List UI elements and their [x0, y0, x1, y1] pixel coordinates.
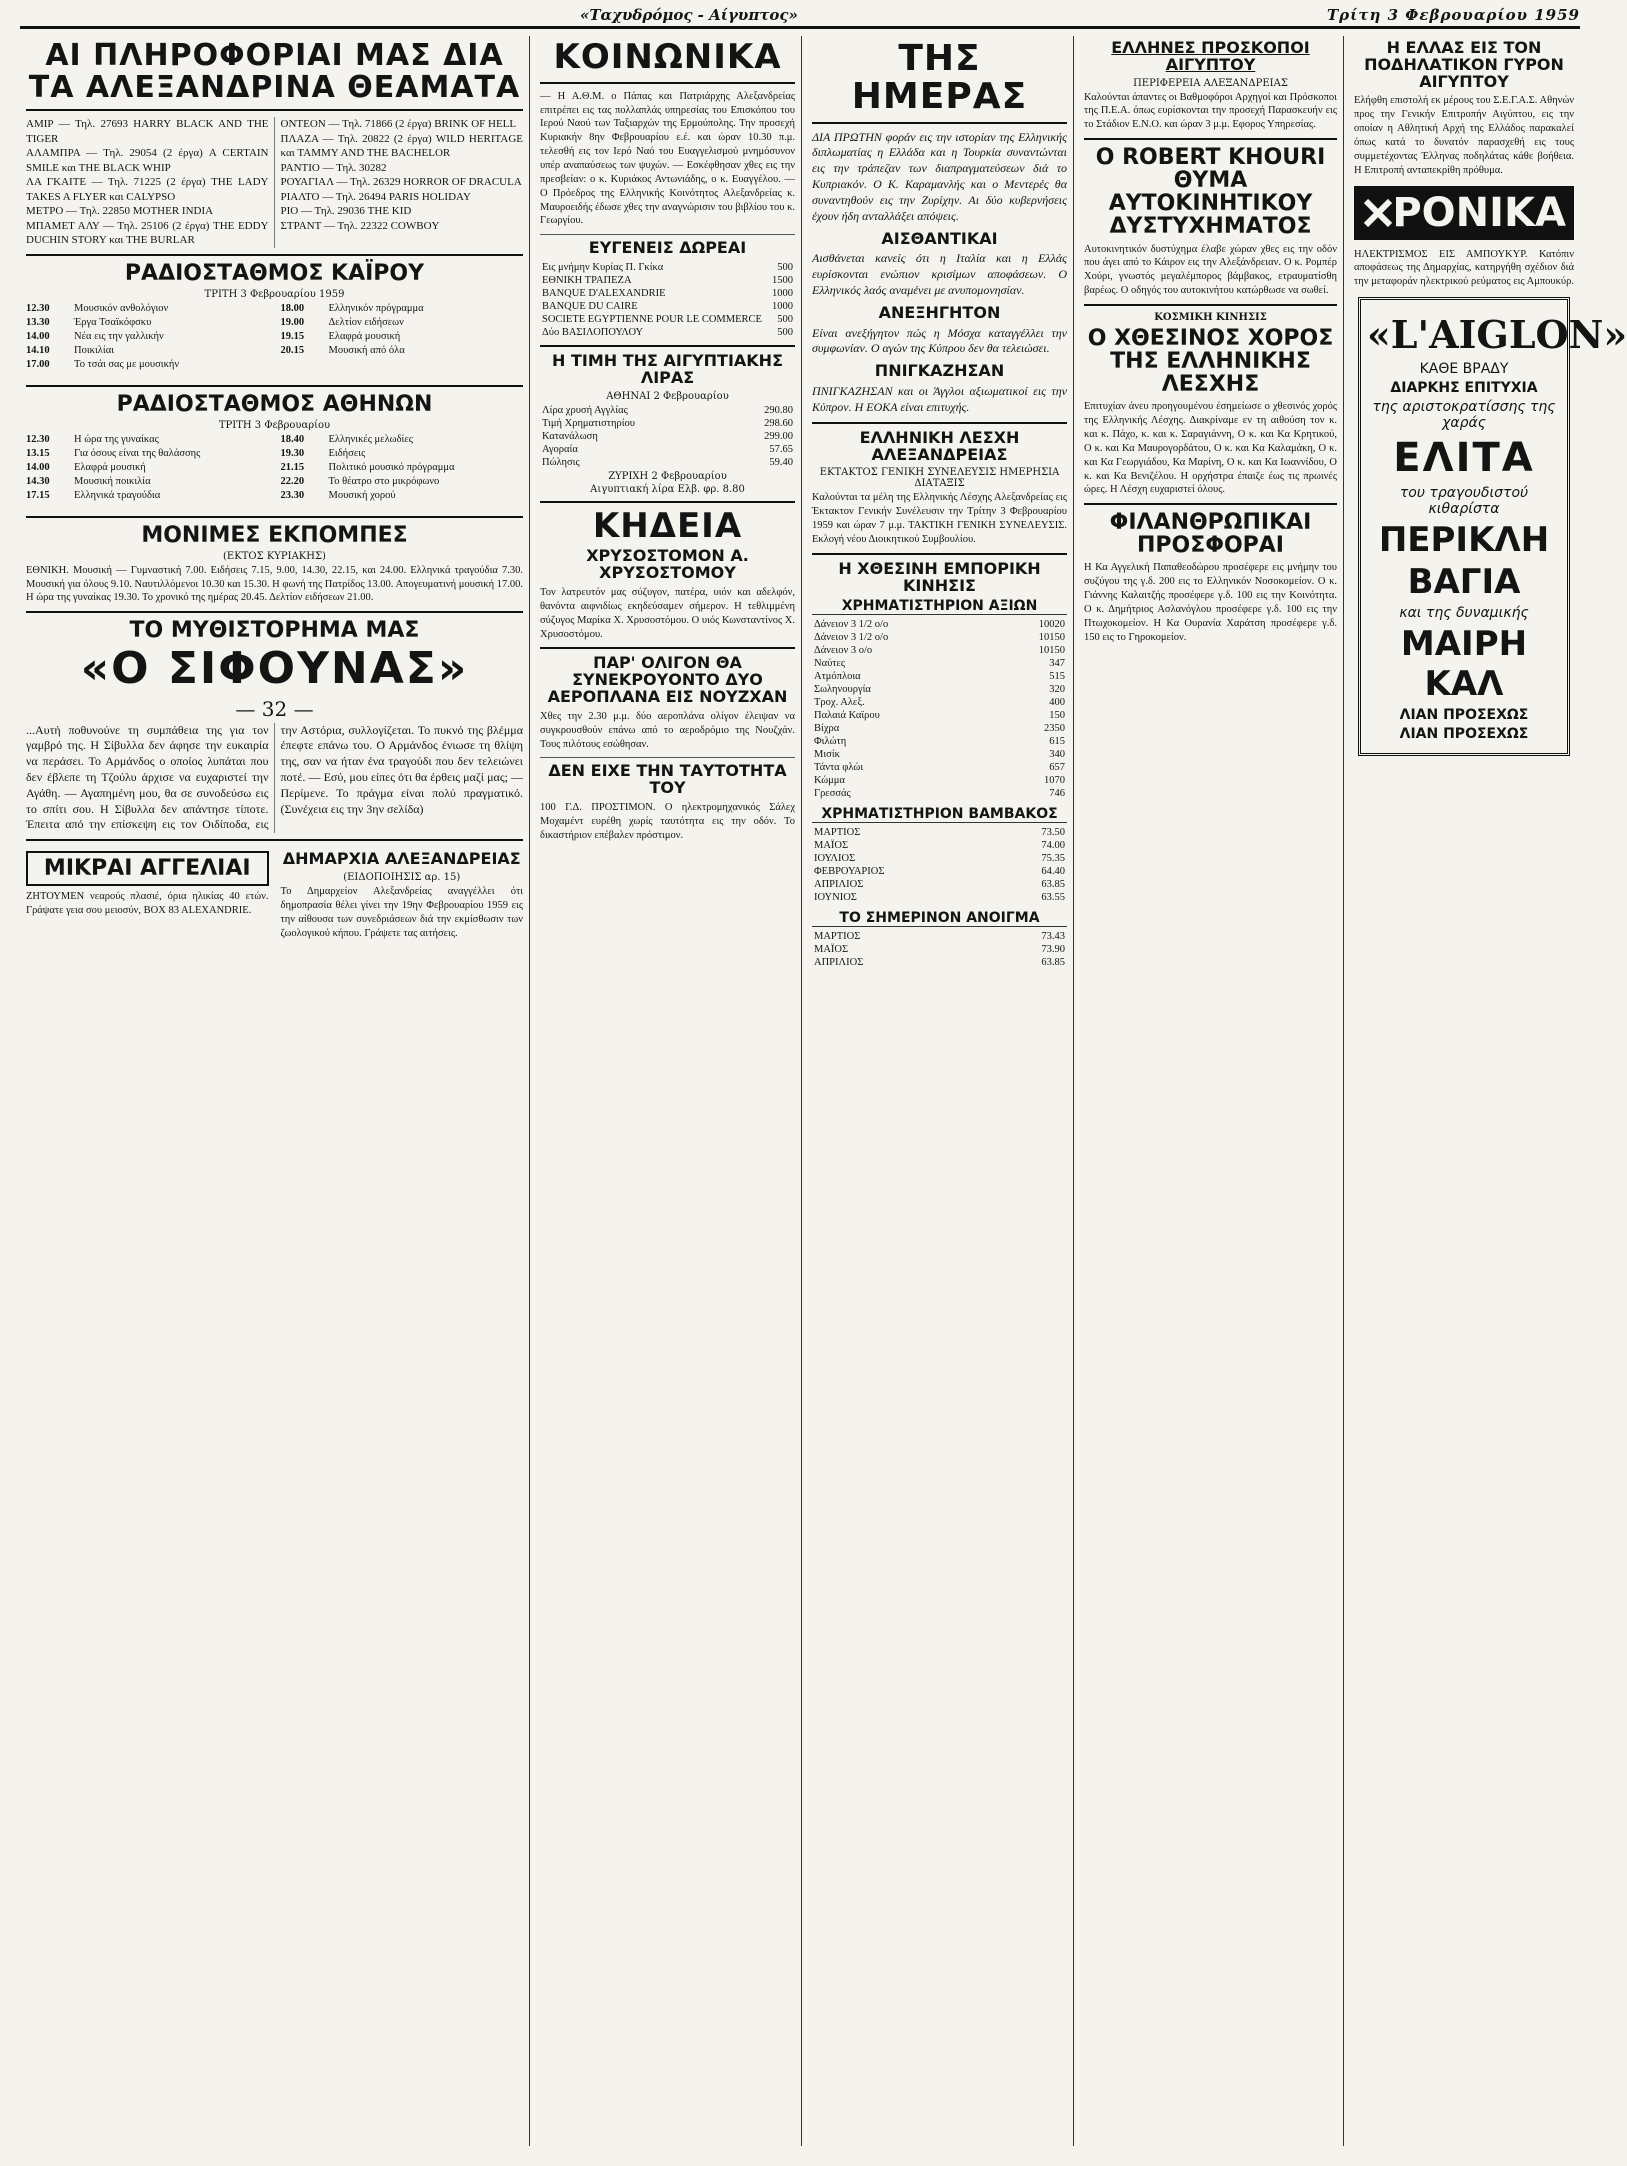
table-row: ΕΘΝΙΚΗ ΤΡΑΠΕΖΑ 1500 [542, 275, 793, 287]
fixed-programs-sub: (ΕΚΤΟΣ ΚΥΡΙΑΚΗΣ) [223, 550, 326, 562]
ad-line: του τραγουδιστού κιθαρίστα [1399, 485, 1529, 518]
table-row: Βίχρα 2350 [814, 723, 1065, 735]
table-row: SOCIETE EGYPTIENNE POUR LE COMMERCE 500 [542, 314, 793, 326]
list-item: 18.40 Ελληνικές μελωδίες [280, 433, 413, 445]
list-item: 14.10 Ποικιλίαι [26, 345, 115, 357]
table-row: ΜΑΡΤΙΟΣ 73.43 [814, 931, 1065, 943]
day-body: Αισθάνεται κανείς ότι η Ιταλία και η Ελλάς ευρίσκονται ενώπιον κρισίμων αποφάσεων. Ο Ελληνικός λαός αναμένει με ανυπομονησίαν. [812, 251, 1067, 298]
novel-body: ...Αυτή ποθυνούνε τη συμπάθεια της για τον γαμβρό της. Η Σίβυλλα δεν άφησε την ευκαιρία να περάσει. Το Αρμάνδος ο οποίος λυπάται που δεν έβλεπε τη Τζούλυ άρχισε να ευχαριστεί την Αγάθη. — Αγαπημένη μου, θα σε συνοδεύσω εις το σπίτι σου. Η Σίβυλλα δεν απάντησε τίποτε. Έπειτα από την επίσκεψη εις τον Οιδίποδα, εις την Αστόρια, συλλογίζεται. Το πυκνό της βλέμμα έπεφτε επάνω του. Ο Αρμάνδος ένιωσε τη θλίψη της, σαν να ήταν ένα τραγούδι που δεν τελειώνει ποτέ. — Εσύ, μου είπες ότι θα έρθεις μαζί μας; — Περίμενε. Το πράγμα είναι πολύ πραγματικό. (Συνέχεια εις την 3ην σελίδα) [26, 722, 523, 832]
day-subhead: ΑΙΣΘΑΝΤΙΚΑΙ [881, 228, 998, 248]
list-item: 20.15 Μουσική από όλα [280, 345, 405, 357]
scouts-sub: ΠΕΡΙΦΕΡΕΙΑ ΑΛΕΞΑΝΔΡΕΙΑΣ [1133, 77, 1288, 89]
table-row: Δύο ΒΑΣΙΛΟΠΟΥΛΟΥ 500 [542, 327, 793, 339]
table-row: ΙΟΥΝΙΟΣ 63.55 [814, 892, 1065, 904]
social-movement-label: ΚΟΣΜΙΚΗ ΚΙΝΗΣΙΣ [1154, 311, 1267, 323]
funeral-body: Τον λατρευτόν μας σύζυγον, πατέρα, υιόν και αδελφόν, θανόντα αιφνιδίως εκηδεύσαμεν σήμερον. Η τεθλιμμένη σύζυγος Μαρίκα Χ. Χρυσοστόμου. Ο υιός Κωνσταντίνος Χ. Χρυσοστόμου. [540, 586, 795, 640]
table-row: Εις μνήμην Κυρίας Π. Γκίκα 500 [542, 262, 793, 274]
social-title: ΚΟΙΝΩΝΙΚΑ [553, 37, 782, 77]
list-item: 12.30 Μουσικόν ανθολόγιον [26, 302, 169, 314]
cycling-body: Ελήφθη επιστολή εκ μέρους του Σ.Ε.Γ.Α.Σ. Αθηνών προς την Γενικήν Επιτροπήν Αιγύπτου, εις την οποίαν η Αθλητική Αρχή της Ελλάδος παρακαλεί όπως κατά το δυνατόν παρασχεθή εις τους συμμετέχοντας Έλληνας ποδηλάτας κάθε βοήθεια. Η Επιτροπή ανταπεκρίθη πρόθυμα. [1354, 95, 1574, 176]
cotton-table [812, 826, 1067, 904]
khouri-title: Ο ROBERT KHOURI ΘΥΜΑ ΑΥΤΟΚΙΝΗΤΙΚΟΥ ΔΥΣΤΥΧΗΜΑΤΟΣ [1095, 145, 1326, 240]
divider [26, 254, 523, 256]
issue-date: Τρίτη 3 Φεβρουαρίου 1959 [1327, 6, 1580, 24]
cycling-title: Η ΕΛΛΑΣ ΕΙΣ ΤΟΝ ΠΟΔΗΛΑΤΙΚΟΝ ΓΥΡΟΝ ΑΙΓΥΠΤΟΥ [1364, 38, 1564, 91]
chronika-banner [1354, 186, 1574, 240]
lira-title: Η ΤΙΜΗ ΤΗΣ ΑΙΓΥΠΤΙΑΚΗΣ ΛΙΡΑΣ [552, 351, 783, 387]
radio-cairo-schedule [26, 302, 523, 379]
table-row: Σωληνουργία 320 [814, 684, 1065, 696]
list-item: 23.30 Μουσική χορού [280, 490, 396, 502]
aiglon-advert [1358, 297, 1627, 756]
day-body: ΠΝΙΓΚΑΖΗΣΑΝ και οι Άγγλοι αξιωματικοί εις την Κύπρον. Η ΕΟΚΑ είναι επιτυχής. [812, 384, 1067, 414]
divider [812, 122, 1067, 124]
table-row: ΜΑΡΤΙΟΣ 73.50 [814, 827, 1065, 839]
funeral-name: ΧΡΥΣΟΣΤΟΜΟΝ Α. ΧΡΥΣΟΣΤΟΜΟΥ [586, 546, 749, 583]
table-row: ΙΟΥΛΙΟΣ 75.35 [814, 853, 1065, 865]
id-body: 100 Γ.Δ. ΠΡΟΣΤΙΜΟΝ. Ο ηλεκτρομηχανικός Σάλεχ Μοχαμέντ ευρέθη χωρίς ταυτότητα εις την οδόν. Το δικαστήριον επέβαλεν πρόστιμον. [540, 801, 795, 841]
chronika-label: ΡΟΝΙΚΑ [1392, 189, 1566, 236]
radio-athens-title: ΡΑΔΙΟΣΤΑΘΜΟΣ ΑΘΗΝΩΝ [116, 391, 433, 417]
funeral-title: ΚΗΔΕΙΑ [592, 505, 743, 546]
divider [1084, 304, 1337, 306]
charity-body: Η Κα Αγγελική Παπαθεοδώρου προσέφερε εις μνήμην του συζύγου της γ.δ. 200 εις το Ελληνικόν Νοσοκομείον. Ο κ. Γιάννης Καλαιτζής προσέφερε γ.δ. 100 εις την Κοινότητα. Ο κ. Δημήτριος Ασλανόγλου προσέφερε γ.δ. 100 εις την Πτωχοκομείον. Η Κα Ουρανία Χαράτση προσέφερε γ.δ. 150 εις το Γηροκομείον. [1084, 562, 1337, 643]
ad-line: και της δυναμικής [1399, 605, 1529, 622]
schedule-list [26, 433, 269, 504]
table-row: Τιμή Χρηματιστηρίου 298.60 [542, 417, 793, 429]
list-item: 13.30 Έργα Τσαϊκόφσκυ [26, 316, 152, 328]
ad-line: ΛΙΑΝ ΠΡΟΣΕΧΩΣ [1399, 726, 1529, 743]
day-title: ΤΗΣ ΗΜΕΡΑΣ [851, 38, 1028, 117]
khouri-body: Αυτοκινητικόν δυστύχημα έλαβε χώραν χθες εις την οδόν που άγει από το Κάιρον εις την Αλεξάνδρειαν. Ο κ. Ρομπέρ Χούρι, γνωστός μεγαλέμπορος βάμβακος, ετραυματίσθη βαρέως. Ο οδηγός του αυτοκινήτου κατώρθωσε να σωθεί. [1084, 243, 1337, 297]
scouts-body: Καλούνται άπαντες οι Βαθμοφόροι Αρχηγοί και Πρόσκοποι της Π.Ε.Α. όπως ευρίσκονται την προσεχή Παρασκευήν εις το Στάδιον Ε.Ν.Ο. και ώραν 3 μ.μ. Εφορος Υπηρεσίας. [1084, 91, 1337, 131]
table-row: Ναύτες 347 [814, 658, 1065, 670]
radio-athens-date: ΤΡΙΤΗ 3 Φεβρουαρίου [218, 419, 331, 431]
fixed-programs-title: ΜΟΝΙΜΕΣ ΕΚΠΟΜΠΕΣ [141, 522, 408, 548]
radio-cairo-date: ΤΡΙΤΗ 3 Φεβρουαρίου 1959 [204, 288, 345, 300]
stocks-title: ΧΡΗΜΑΤΙΣΤΗΡΙΟΝ ΑΞΙΩΝ [812, 598, 1067, 615]
scouts-title: ΕΛΛΗΝΕΣ ΠΡΟΣΚΟΠΟΙ ΑΙΓΥΠΤΟΥ [1111, 38, 1310, 74]
ad-line: ΚΑΘΕ ΒΡΑΔΥ [1419, 361, 1509, 378]
list-item: 13.15 Για όσους είναι της θαλάσσης [26, 447, 201, 459]
table-row: Ατμόπλοια 515 [814, 671, 1065, 683]
table-row: Φιλώτη 615 [814, 736, 1065, 748]
divider [26, 611, 523, 613]
cotton-title: ΧΡΗΜΑΤΙΣΤΗΡΙΟΝ ΒΑΜΒΑΚΟΣ [812, 806, 1067, 823]
lira-table [540, 404, 795, 469]
theatre-entry: ΡΟΥΑΓΙΑΛ — Τηλ. 26329 HORROR OF DRACULA [280, 176, 522, 189]
theatre-entry: ΟΝΤΕΟΝ — Τηλ. 71866 (2 έργα) BRINK OF HELL [280, 118, 517, 130]
ad-performer: ΜΑΙΡΗ ΚΑΛ [1400, 624, 1528, 705]
masthead [20, 4, 1580, 29]
bottom-ads [26, 847, 523, 946]
divider [1084, 138, 1337, 140]
fixed-programs-body: ΕΘΝΙΚΗ. Μουσική — Γυμναστική 7.00. Ειδήσεις 7.15, 9.00, 14.30, 22.15, και 24.00. Ελληνικά τραγούδια 7.30. Μουσική για όλους 9.10. Ναυτιλλόμενοι 10.30 και 15.30. Η φωνή της Πατρίδος 13.00. Απογευματινή μουσική 17.00. Η ώρα της γυναίκας 19.30. Το χρονικό της ημέρας 20.45. Δελτίον ειδήσεων 21.00. [26, 564, 523, 604]
ad-line: ΔΙΑΡΚΗΣ ΕΠΙΤΥΧΙΑ [1390, 380, 1538, 397]
theatres-list [26, 117, 523, 248]
novel-chapter: — 32 — [235, 696, 314, 721]
theatre-entry: ΑΜΙΡ — Τηλ. 27693 HARRY BLACK AND THE TIGER [26, 118, 269, 145]
dance-title: Ο ΧΘΕΣΙΝΟΣ ΧΟΡΟΣ ΤΗΣ ΕΛΛΗΝΙΚΗΣ ΛΕΣΧΗΣ [1087, 325, 1334, 398]
table-row: Λίρα χρυσή Αγγλίας 290.80 [542, 404, 793, 416]
table-row: Κώμμα 1070 [814, 775, 1065, 787]
divider [812, 422, 1067, 424]
table-row: ΜΑΪΟΣ 74.00 [814, 840, 1065, 852]
table-row: Τροχ. Αλεξ. 400 [814, 697, 1065, 709]
list-item: 22.20 Το θέατρο στο μικρόφωνο [280, 476, 440, 488]
id-title: ΔΕΝ ΕΙΧΕ ΤΗΝ ΤΑΥΤΟΤΗΤΑ ΤΟΥ [548, 761, 787, 798]
planes-title: ΠΑΡ' ΟΛΙΓΟΝ ΘΑ ΣΥΝΕΚΡΟΥΟΝΤΟ ΔΥΟ ΑΕΡΟΠΛΑΝΑ ΕΙΣ ΝΟΥΖΧΑΝ [547, 653, 788, 706]
dance-body: Επιτυχίαν άνευ προηγουμένου έσημείωσε ο χθεσινός χορός της Ελληνικής Λέσχης. Διακρίναμε εν τη αιθούση τον κ. και κ. Πάχο, κ. και κ. Σαραγιάννη, Ο κ. και Κα Κρητικού, Ο κ. και Κα Μαυρογορδάτου, Ο κ. και Κα Καλαμάκη, Ο κ. και Κα Γεωργιάδου, Κα Μαρίνη, Ο κ. και Κα Ιωαννίδου, Ο κ. και Κα Βενιζέλου. Η ορχήστρα έπαιζε έως τις πρωινές ώρες. Η Λέσχη ευχαριστεί όλους. [1084, 401, 1337, 496]
ad-venue: «L'AIGLON» [1367, 312, 1627, 358]
list-item: 18.00 Ελληνικόν πρόγραμμα [280, 302, 424, 314]
lira-zurich: ΖΥΡΙΧΗ 2 Φεβρουαρίου [608, 470, 727, 482]
radio-cairo-title: ΡΑΔΙΟΣΤΑΘΜΟΣ ΚΑΪΡΟΥ [124, 260, 425, 286]
theatre-entry: ΡΙΑΛΤΟ — Τηλ. 26494 PARIS HOLIDAY [280, 190, 471, 203]
schedule-list [281, 433, 524, 504]
municipal-title: ΔΗΜΑΡΧΙΑ ΑΛΕΞΑΝΔΡΕΙΑΣ [282, 849, 521, 869]
table-row: Δάνειον 3 1/2 ο/ο 10150 [814, 632, 1065, 644]
column-1 [20, 36, 530, 2146]
ad-performer: ΒΑΓΙΑ [1407, 562, 1521, 603]
x-letter-icon [1362, 198, 1384, 228]
stocks-table [812, 618, 1067, 800]
market-title: Η ΧΘΕΣΙΝΗ ΕΜΠΟΡΙΚΗ ΚΙΝΗΣΙΣ [838, 558, 1041, 595]
novel-name: «Ο ΣΙΦΟΥΝΑΣ» [80, 643, 469, 695]
column-3 [806, 36, 1074, 2146]
list-item: 17.15 Ελληνικά τραγούδια [26, 490, 161, 502]
theatre-entry: ΜΕΤΡΟ — Τηλ. 22850 MOTHER INDIA [26, 205, 214, 218]
theatre-entry: ΠΛΑΖΑ — Τηλ. 20822 (2 έργα) WILD HERITAGE και TAMMY AND THE BACHELOR [280, 132, 523, 160]
planes-body: Χθες την 2.30 μ.μ. δύο αεροπλάνα ολίγον έλειψαν να συγκρουσθούν επάνω από το αεροδρόμιο της Νουζχάν. Τους πιλότους εσώθησαν. [540, 710, 795, 750]
table-row: ΦΕΒΡΟΥΑΡΙΟΣ 64.40 [814, 866, 1065, 878]
gifts-table [540, 261, 795, 339]
municipal-body: Το Δημαρχείον Αλεξανδρείας αναγγέλλει ότι δημοπρασία θέλει γίνει την 19ην Φεβρουαρίου 1959 εις την αίθουσα των συνεδριάσεων διά την εκμίσθωσιν των ζωολογικού κήπου. Γράψετε τας αιτήσεις. [280, 886, 523, 939]
novel-title: ΤΟ ΜΥΘΙΣΤΟΡΗΜΑ ΜΑΣ [129, 618, 420, 644]
charity-title: ΦΙΛΑΝΘΡΩΠΙΚΑΙ ΠΡΟΣΦΟΡΑΙ [1109, 510, 1312, 559]
schedule-list [281, 302, 524, 373]
theatre-entry: ΑΛΑΜΠΡΑ — Τηλ. 29054 (2 έργα) A CERTAIN SMILE και THE BLACK WHIP [26, 147, 269, 174]
day-body: ΔΙΑ ΠΡΩΤΗΝ φοράν εις την ιστορίαν της Ελληνικής διπλωματίας η Ελλάδα και η Τουρκία συναντώνται εις την τράπεζαν των διαπραγματεύσεων διά το Κυπριακόν. Ο Κ. Καραμανλής και ο Μεντερές θα συναντηθούν εις την Ζυρίχην. Αι δύο κυβερνήσεις έχουν ήδη ανταλλάξει απόψεις. [812, 129, 1067, 223]
municipal-notice [281, 847, 524, 946]
social-body: — Η Α.Θ.Μ. ο Πάπας και Πατριάρχης Αλεξανδρείας επιτρέπει εις τας πολλαπλάς υπηρεσίας του Επισκόπου του Ιερού Ναού των Ταξιαρχών της Ερμούπολης. Την προσεχή Κυριακήν 8ην Φεβρουαρίου ε.έ. και ώραν 10.30 π.μ. τελεσθή εις τον Ιερό Ναό του Ευαγγελισμού μνημόσυνον υπέρ αναπαύσεως των ψυχών. — Εσκέφθησαν χθες εις την πρεσβείαν: ο κ. Κυριάκος Αντωνιάδης, ο κ. Ευαγγέλου. — Ο Πρόεδρος της Ελληνικής Κοινότητος Αλεξανδρείας κ. Μαυροειδής έδωσε χθες την αναγνώρισιν του βιβλίου του κ. Γεωργίου. [540, 90, 795, 227]
classifieds [26, 847, 269, 946]
list-item: 19.00 Δελτίον ειδήσεων [280, 316, 404, 328]
column-2 [534, 36, 802, 2146]
list-item: 14.00 Ελαφρά μουσική [26, 462, 146, 474]
day-subhead: ΑΝΕΞΗΓΗΤΟΝ [878, 302, 1001, 322]
table-row: BANQUE DU CAIRE 1000 [542, 301, 793, 313]
list-item: 19.15 Ελαφρά μουσική [280, 331, 401, 343]
divider [540, 345, 795, 347]
table-row: BANQUE D'ALEXANDRIE 1000 [542, 288, 793, 300]
table-row: ΑΠΡΙΛΙΟΣ 63.85 [814, 957, 1065, 969]
table-row: Γρεσσάς 746 [814, 788, 1065, 800]
list-item: 14.30 Μουσική ποικιλία [26, 476, 151, 488]
day-body: Είναι ανεξήγητον πώς η Μόσχα καταγγέλλει την συμφωνίαν. Ο αγών της Κύπρου δεν θα τελειώσει. [812, 325, 1067, 356]
table-row: Δάνειον 3 ο/ο 10150 [814, 645, 1065, 657]
divider [540, 501, 795, 503]
today-table [812, 930, 1067, 969]
table-row: Τάντα φλώι 657 [814, 762, 1065, 774]
lira-athens: ΑΘΗΝΑΙ 2 Φεβρουαρίου [606, 390, 729, 402]
divider [26, 839, 523, 841]
divider [540, 82, 795, 84]
divider [812, 553, 1067, 555]
table-row: ΜΑΪΟΣ 73.90 [814, 944, 1065, 956]
ad-star: ΕΛΙΤΑ [1393, 435, 1535, 482]
newspaper-name: «Ταχυδρόμος - Αίγυπτος» [580, 6, 798, 24]
table-row: Πώλησις 59.40 [542, 456, 793, 468]
divider [26, 109, 523, 111]
list-item: 19.30 Ειδήσεις [280, 447, 366, 459]
ad-line: της αριστοκρατίσσης της χαράς [1372, 399, 1556, 432]
classifieds-body: ΖΗΤΟΥΜΕΝ νεαρούς πλασιέ, όρια ηλικίας 40 ετών. Γράψατε γεια σου μειοσύν, BOX 83 ALEXANDRIE. [26, 891, 269, 917]
club-sub: ΕΚΤΑΚΤΟΣ ΓΕΝΙΚΗ ΣΥΝΕΛΕΥΣΙΣ ΗΜΕΡΗΣΙΑ ΔΙΑΤΑΞΙΣ [819, 467, 1060, 490]
theatre-entry: ΛΑ ΓΚΑΙΤΕ — Τηλ. 71225 (2 έργα) THE LADY TAKES A FLYER και CALYPSO [26, 176, 269, 203]
list-item: 17.00 Το τσάι σας με μουσικήν [26, 359, 180, 371]
theatres-title: ΑΙ ΠΛΗΡΟΦΟΡΙΑΙ ΜΑΣ ΔΙΑ ΤΑ ΑΛΕΞΑΝΔΡΙΝΑ ΘΕΑΜΑΤΑ [28, 38, 521, 105]
club-title: ΕΛΛΗΝΙΚΗ ΛΕΣΧΗ ΑΛΕΞΑΝΔΡΕΙΑΣ [859, 427, 1020, 464]
theatre-entry: ΡΑΝΤΙΟ — Τηλ. 30282 [280, 161, 387, 174]
lira-zurich-rate: Αιγυπτιακή λίρα Ελβ. φρ. 8.80 [590, 483, 745, 495]
divider [26, 516, 523, 518]
list-item: 14.00 Νέα εις την γαλλικήν [26, 331, 164, 343]
theatre-entry: ΡΙΟ — Τηλ. 29036 THE KID [280, 205, 412, 218]
list-item: 12.30 Η ώρα της γυναίκας [26, 433, 159, 445]
theatre-entry: ΣΤΡΑΝΤ — Τηλ. 22322 COWBOY [280, 219, 440, 232]
ad-performer: ΠΕΡΙΚΛΗ [1378, 520, 1550, 561]
column-4 [1078, 36, 1344, 2146]
schedule-list [26, 302, 269, 373]
table-row: ΑΠΡΙΛΙΟΣ 63.85 [814, 879, 1065, 891]
table-row: Παλαιά Καϊρου 150 [814, 710, 1065, 722]
day-subhead: ΠΝΙΓΚΑΖΗΣΑΝ [874, 361, 1005, 381]
table-row: Κατανάλωση 299.00 [542, 430, 793, 442]
club-body: Καλούνται τα μέλη της Ελληνικής Λέσχης Αλεξανδρείας εις Έκτακτον Γενικήν Συνέλευσιν την Τρίτην 3 Φεβρουαρίου 1959 και ώραν 7 μ.μ. ΤΑΚΤΙΚΗ ΓΕΝΙΚΗ ΣΥΝΕΛΕΥΣΙΣ. Εκλογή νέου Διοικητικού Συμβουλίου. [812, 492, 1067, 545]
table-row: Δάνειον 3 1/2 ο/ο 10020 [814, 619, 1065, 631]
radio-athens-schedule [26, 433, 523, 510]
list-item: 21.15 Πολιτικό μουσικό πρόγραμμα [280, 462, 455, 474]
divider [26, 385, 523, 387]
ad-line: ΛΙΑΝ ΠΡΟΣΕΧΩΣ [1399, 707, 1529, 724]
chronika-body: ΗΛΕΚΤΡΙΣΜΟΣ ΕΙΣ ΑΜΠΟΥΚΥΡ. Κατόπιν αποφάσεως της Δημαρχίας, κατηργήθη σχέδιον διά την μεταφοράν ηλεκτρικού ρεύματος εις Αμπουκύρ. [1354, 248, 1574, 288]
classifieds-title: ΜΙΚΡΑΙ ΑΓΓΕΛΙΑΙ [26, 851, 269, 886]
divider [540, 647, 795, 649]
column-5 [1348, 36, 1627, 2146]
theatre-entry: ΜΠΑΜΕΤ ΑΛΥ — Τηλ. 25106 (2 έργα) THE EDDY DUCHIN STORY και THE BURLAR [26, 219, 269, 247]
municipal-sub: (ΕΙΔΟΠΟΙΗΣΙΣ αρ. 15) [343, 872, 461, 884]
gifts-title: ΕΥΓΕΝΕΙΣ ΔΩΡΕΑΙ [588, 238, 747, 258]
divider [1084, 503, 1337, 505]
table-row: Μισίκ 340 [814, 749, 1065, 761]
table-row: Αγοραία 57.65 [542, 443, 793, 455]
divider [540, 757, 795, 758]
today-title: ΤΟ ΣΗΜΕΡΙΝΟΝ ΑΝΟΙΓΜΑ [812, 910, 1067, 927]
divider [540, 234, 795, 235]
